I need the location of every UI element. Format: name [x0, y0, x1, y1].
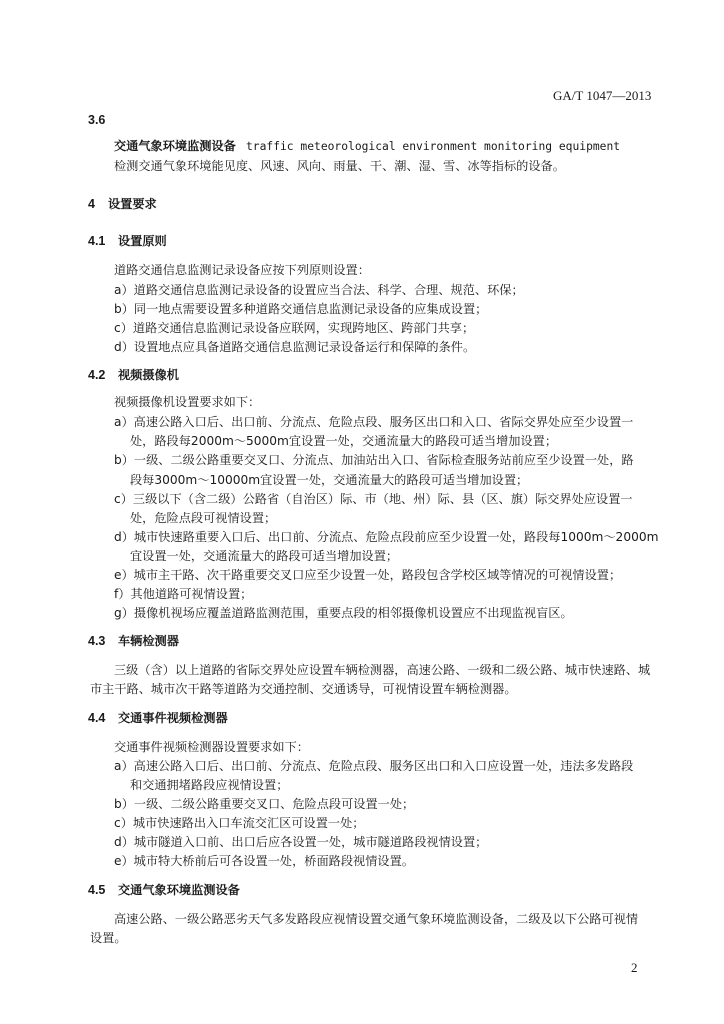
list-item: b）同一地点需要设置多种道路交通信息监测记录设备的应集成设置； [114, 302, 488, 316]
term-title-zh: 交通气象环境监测设备 [114, 139, 236, 153]
subsection-number: 4.1 [88, 234, 106, 248]
subsection-title: 交通气象环境监测设备 [118, 883, 240, 897]
subsection-number: 4.2 [88, 368, 106, 382]
list-item: c）道路交通信息监测记录设备应联网，实现跨地区、跨部门共享； [114, 321, 475, 335]
paragraph-line: 市主干路、城市次干路等道路为交通控制、交通诱导，可视情设置车辆检测器。 [90, 682, 517, 696]
list-item: e）城市特大桥前后可各设置一处，桥面路段视情设置。 [114, 854, 414, 868]
list-item: c）三级以下（含二级）公路省（自治区）际、市（地、州）际、县（区、旗）际交界处应设置一 [114, 492, 633, 506]
list-item-continuation: 处，危险点段可视情设置； [130, 511, 277, 525]
list-item: a）高速公路入口后、出口前、分流点、危险点段、服务区出口和入口、省际交界处应至少设置一 [114, 415, 634, 429]
list-item-continuation: 段每3000m～10000m宜设置一处，交通流量大的路段可适当增加设置； [130, 473, 529, 487]
list-item: d）城市快速路重要入口后、出口前、分流点、危险点段前应至少设置一处，路段每1000m～2000m [114, 530, 659, 544]
section-title: 设置要求 [108, 197, 157, 211]
list-item: b）一级、二级公路重要交叉口、分流点、加油站出入口、省际检查服务站前应至少设置一处，路 [114, 453, 634, 467]
section-number: 4 [88, 197, 95, 211]
subsection-title: 视频摄像机 [118, 368, 179, 382]
subsection-title: 设置原则 [118, 234, 167, 248]
term-definition: 检测交通气象环境能见度、风速、风向、雨量、干、潮、湿、雪、冰等指标的设备。 [114, 159, 565, 173]
paragraph-line: 高速公路、一级公路恶劣天气多发路段应视情设置交通气象环境监测设备，二级及以下公路可视情 [114, 912, 639, 926]
list-item: b）一级、二级公路重要交叉口、危险点段可设置一处； [114, 797, 415, 811]
paragraph-line: 设置。 [90, 931, 127, 945]
page-number: 2 [631, 960, 638, 975]
list-item: g）摄像机视场应覆盖道路监测范围，重要点段的相邻摄像机设置应不出现监视盲区。 [114, 606, 573, 620]
term-title-en: traffic meteorological environment monitoring equipment [246, 140, 621, 153]
paragraph-line: 三级（含）以上道路的省际交界处应设置车辆检测器，高速公路、一级和二级公路、城市快速路、城 [114, 663, 651, 677]
paragraph-intro: 交通事件视频检测器设置要求如下： [114, 740, 309, 754]
term-number: 3.6 [88, 113, 106, 127]
list-item: f）其他道路可视情设置； [114, 587, 253, 601]
subsection-number: 4.5 [88, 883, 106, 897]
list-item: a）高速公路入口后、出口前、分流点、危险点段、服务区出口和入口应设置一处，违法多发路段 [114, 759, 634, 773]
subsection-number: 4.4 [88, 711, 106, 725]
list-item-continuation: 处，路段每2000m～5000m宜设置一处，交通流量大的路段可适当增加设置； [130, 434, 558, 448]
subsection-title: 交通事件视频检测器 [118, 711, 228, 725]
list-item: a）道路交通信息监测记录设备的设置应当合法、科学、合理、规范、环保； [114, 283, 524, 297]
paragraph-intro: 视频摄像机设置要求如下： [114, 395, 261, 409]
list-item: d）城市隧道入口前、出口后应各设置一处，城市隧道路段视情设置； [114, 835, 488, 849]
list-item-continuation: 和交通拥堵路段应视情设置； [130, 778, 289, 792]
list-item: e）城市主干路、次干路重要交叉口应至少设置一处，路段包含学校区域等情况的可视情设置； [114, 568, 622, 582]
list-item: d）设置地点应具备道路交通信息监测记录设备运行和保障的条件。 [114, 340, 476, 354]
document-code-header: GA/T 1047—2013 [553, 88, 652, 103]
list-item-continuation: 宜设置一处，交通流量大的路段可适当增加设置； [130, 549, 399, 563]
subsection-number: 4.3 [88, 634, 106, 648]
subsection-title: 车辆检测器 [118, 634, 179, 648]
list-item: c）城市快速路出入口车流交汇区可设置一处； [114, 816, 365, 830]
paragraph-intro: 道路交通信息监测记录设备应按下列原则设置： [114, 263, 370, 277]
